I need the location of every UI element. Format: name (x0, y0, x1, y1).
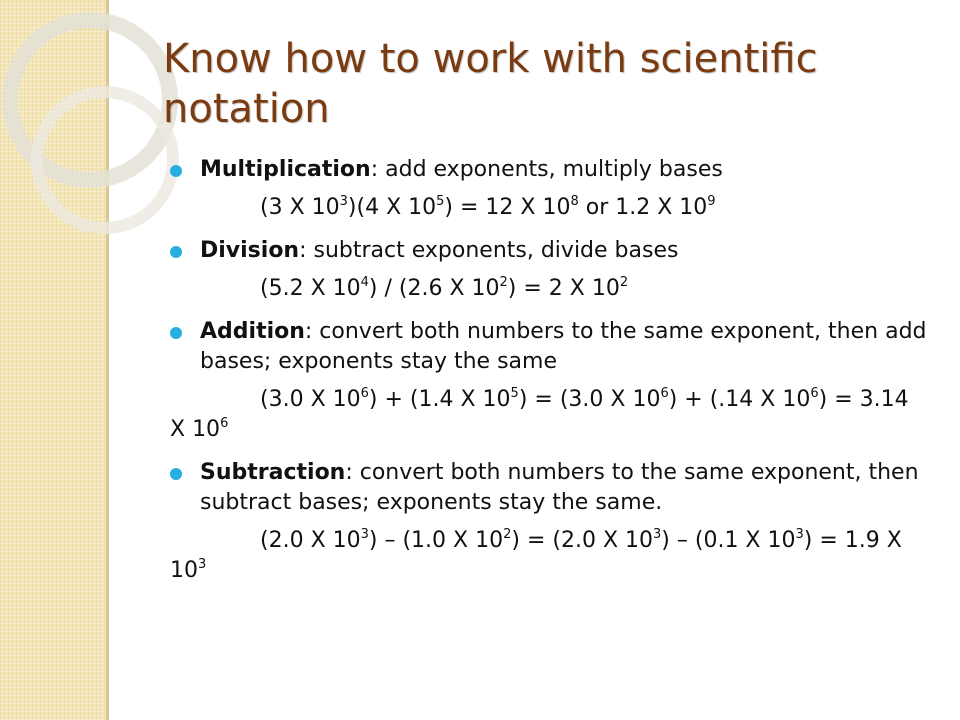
rule-term: Division (200, 238, 300, 263)
bullet-icon (170, 165, 182, 177)
rule-item-division (170, 236, 930, 304)
rule-text: : add exponents, multiply bases (370, 157, 723, 182)
rule-text: : subtract exponents, divide bases (299, 238, 679, 263)
rule-description (200, 317, 930, 377)
example-equation: (2.0 X $10^3) - (1.0$ X $10^2) = (2.0$ X $10^3) - (0.1$ X $10^3) = 1.9$ X $10^3$ (170, 527, 902, 583)
example-equation: (3 X $10^3)(4$ X $10^5) = 12$ X $10^8$ or 1.2 X $10^9$ (260, 194, 716, 220)
rule-item-addition (170, 317, 930, 445)
rule-description (200, 155, 930, 185)
rule-term: Addition (200, 319, 305, 344)
rule-term: Multiplication (200, 157, 371, 182)
rule-term: Subtraction (200, 460, 346, 485)
example-equation: (3.0 X $10^6) + (1.4$ X $10^5) = (3.0$ X $10^6) + (.14$ X $10^6) = 3.14$ X $10^6$ (170, 386, 909, 442)
bullet-icon (170, 246, 182, 258)
example-equation: (5.2 X $10^4) / (2.6$ X $10^2) = 2$ X $10^2$ (260, 275, 629, 301)
rule-text: : convert both numbers to the same exponent, then subtract bases; exponents stay the same. (200, 460, 919, 515)
slide-title: Know how to work with scientific notation (163, 36, 818, 132)
rule-item-multiplication (170, 155, 930, 223)
rule-description (200, 236, 930, 266)
bullet-icon (170, 327, 182, 339)
rules-list (170, 155, 930, 586)
bullet-icon (170, 468, 182, 480)
rule-text: : convert both numbers to the same exponent, then add bases; exponents stay the same (200, 319, 927, 374)
rule-description (200, 458, 930, 518)
rule-item-subtraction (170, 458, 930, 586)
